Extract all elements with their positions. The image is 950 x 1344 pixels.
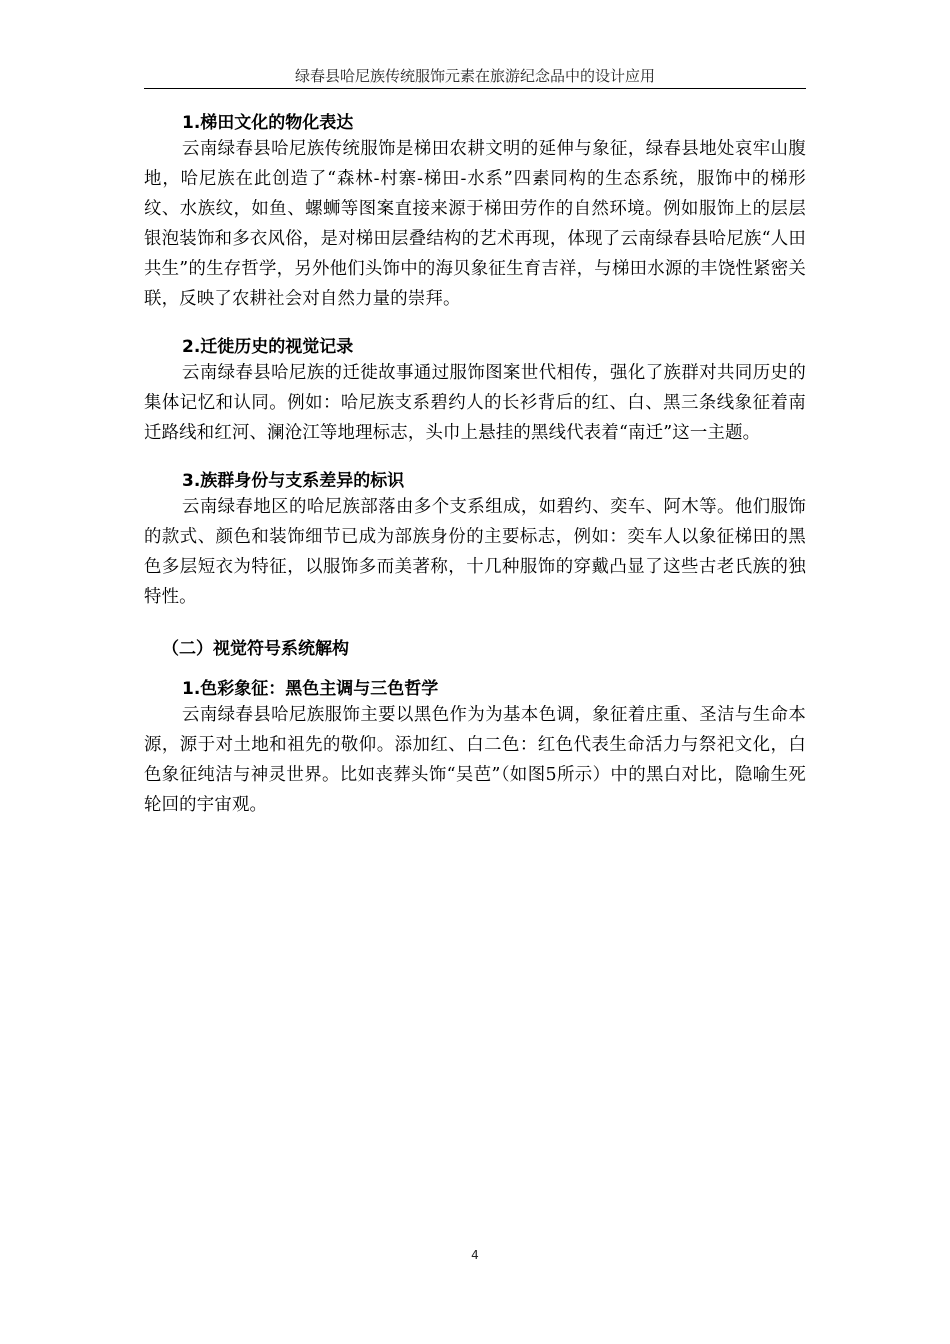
page-number: 4 (471, 1248, 479, 1262)
document-body (144, 112, 806, 820)
section-paragraph-3: 云南绿春地区的哈尼族部落由多个支系组成，如碧约、奕车、阿木等。他们服饰的款式、颜色和装饰细节已成为部族身份的主要标志，例如：奕车人以象征梯田的黑色多层短衣为特征，以服饰多而美著称，十几种服饰的穿戴凸显了这些古老氏族的独特性。 (144, 497, 806, 607)
section-paragraph-4: 云南绿春县哈尼族服饰主要以黑色作为为基本色调，象征着庄重、圣洁与生命本源，源于对土地和祖先的敬仰。添加红、白二色：红色代表生命活力与祭祀文化，白色象征纯洁与神灵世界。比如丧葬头饰“吴芭”（如图5所示）中的黑白对比，隐喻生死轮回的宇宙观。 (144, 705, 806, 815)
section-heading-4: 1.色彩象征：黑色主调与三色哲学 (182, 679, 439, 699)
running-header: 绿春县哈尼族传统服饰元素在旅游纪念品中的设计应用 (294, 67, 655, 85)
section-heading-1: 1.梯田文化的物化表达 (182, 113, 354, 133)
header-divider (144, 88, 806, 89)
major-section-heading: （二）视觉符号系统解构 (162, 639, 349, 659)
spacer (144, 660, 806, 678)
section-paragraph-1: 云南绿春县哈尼族传统服饰是梯田农耕文明的延伸与象征，绿春县地处哀牢山腹地，哈尼族在此创造了“森林-村寨-梯田-水系”四素同构的生态系统，服饰中的梯形纹、水族纹，如鱼、螺蛳等图案直接来源于梯田劳作的自然环境。例如服饰上的层层银泡装饰和多衣风俗，是对梯田层叠结构的艺术再现，体现了云南绿春县哈尼族“人田共生”的生存哲学，另外他们头饰中的海贝象征生育吉祥，与梯田水源的丰饶性紧密关联，反映了农耕社会对自然力量的崇拜。 (144, 139, 806, 309)
spacer (144, 314, 806, 336)
section-heading-3: 3.族群身份与支系差异的标识 (182, 471, 405, 491)
section-heading-2: 2.迁徙历史的视觉记录 (182, 337, 354, 357)
spacer (144, 612, 806, 638)
spacer (144, 448, 806, 470)
section-paragraph-2: 云南绿春县哈尼族的迁徙故事通过服饰图案世代相传，强化了族群对共同历史的集体记忆和认同。例如：哈尼族支系碧约人的长衫背后的红、白、黑三条线象征着南迁路线和红河、澜沧江等地理标志，头巾上悬挂的黑线代表着“南迁”这一主题。 (144, 363, 806, 443)
